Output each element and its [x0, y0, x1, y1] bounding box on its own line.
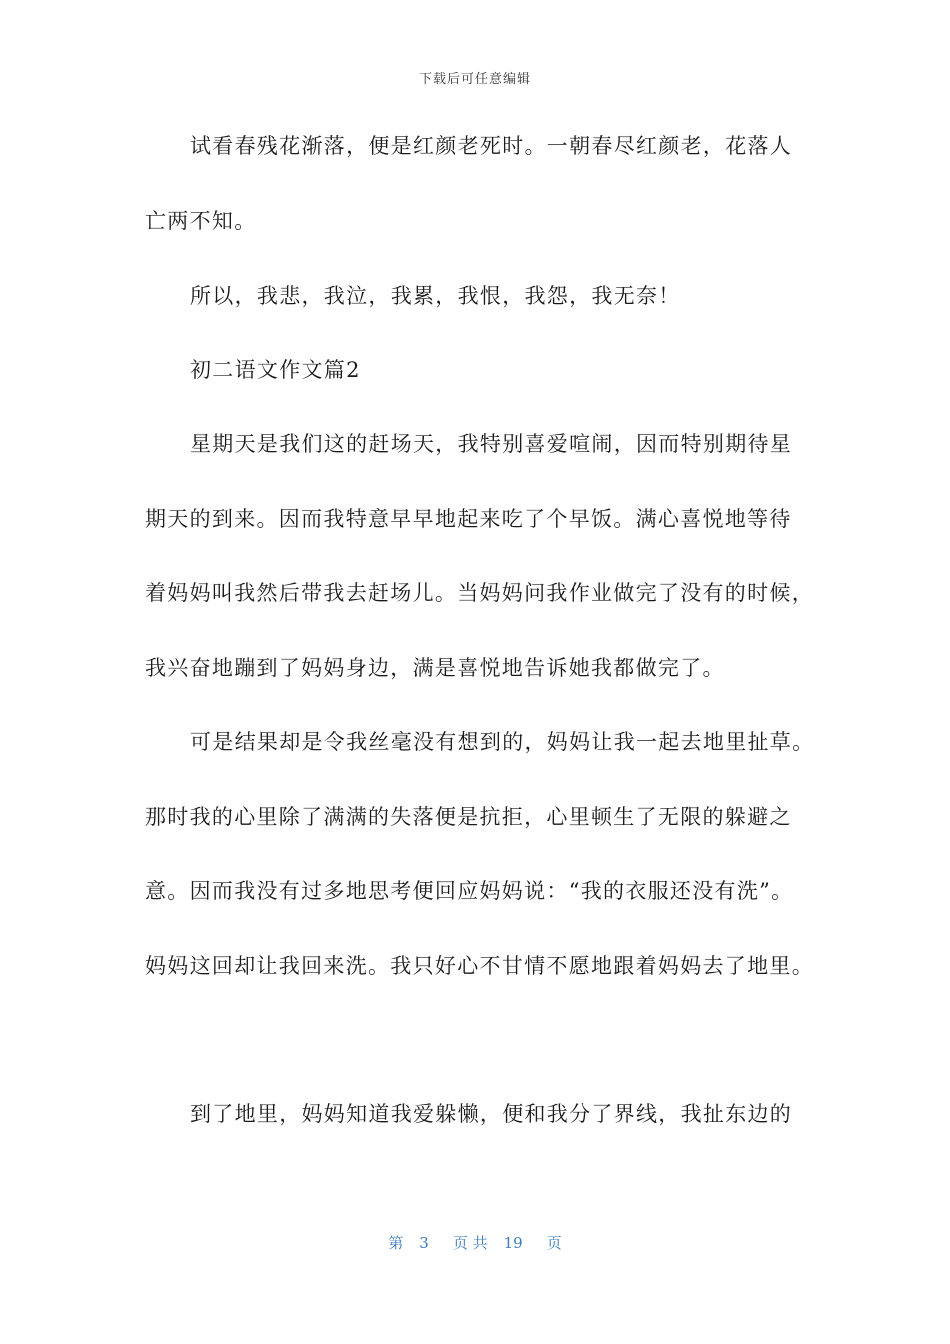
paragraph-line: 亡两不知。: [145, 209, 257, 233]
total-pages-number: 19: [503, 1234, 523, 1252]
paragraph-line: 我兴奋地蹦到了妈妈身边，满是喜悦地告诉她我都做完了。: [145, 656, 725, 680]
paragraph-line: 到了地里，妈妈知道我爱躲懒，便和我分了界线，我扯东边的: [190, 1102, 793, 1126]
paragraph-line: 着妈妈叫我然后带我去赶场儿。当妈妈问我作业做完了没有的时候，: [145, 581, 814, 605]
paragraph-line: 可是结果却是令我丝毫没有想到的，妈妈让我一起去地里扯草。: [190, 730, 815, 754]
footer-middle: 页 共: [452, 1234, 488, 1252]
footer-suffix: 页: [546, 1234, 562, 1252]
footer-prefix: 第: [388, 1234, 404, 1252]
paragraph-line: 期天的到来。因而我特意早早地起来吃了个早饭。满心喜悦地等待: [145, 507, 792, 531]
paragraph-line: 那时我的心里除了满满的失落便是抗拒，心里顿生了无限的躲避之: [145, 805, 792, 829]
paragraph-line: 所以，我悲，我泣，我累，我恨，我怨，我无奈！: [190, 284, 681, 308]
paragraph-line: 意。因而我没有过多地思考便回应妈妈说：“我的衣服还没有洗”。: [145, 879, 794, 903]
current-page-number: 3: [419, 1234, 429, 1252]
paragraph-line: 星期天是我们这的赶场天，我特别喜爱喧闹，因而特别期待星: [190, 432, 793, 456]
section-heading: 初二语文作文篇2: [190, 358, 361, 382]
paragraph-line: 试看春残花渐落，便是红颜老死时。一朝春尽红颜老，花落人: [190, 134, 793, 158]
download-note: 下载后可任意编辑: [418, 72, 531, 87]
paragraph-line: 妈妈这回却让我回来洗。我只好心不甘情不愿地跟着妈妈去了地里。: [145, 954, 814, 978]
page-footer: [0, 1232, 950, 1253]
